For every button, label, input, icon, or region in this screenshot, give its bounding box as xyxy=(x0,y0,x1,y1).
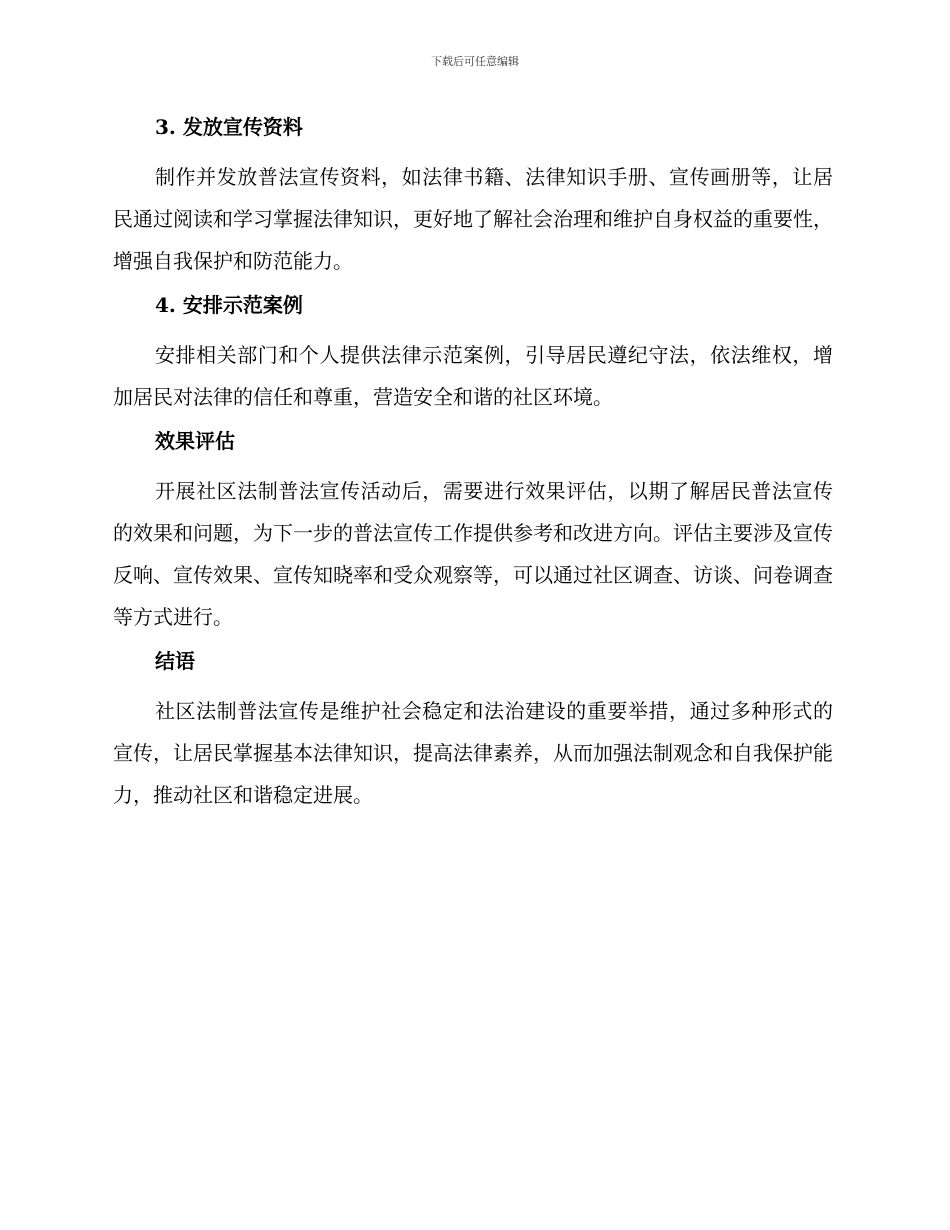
page-header-note: 下载后可任意编辑 xyxy=(431,55,519,68)
section-heading-evaluation: 效果评估 xyxy=(155,429,235,453)
section-paragraph-evaluation: 开展社区法制普法宣传活动后，需要进行效果评估，以期了解居民普法宣传的效果和问题，为下一步的普法宣传工作提供参考和改进方向。评估主要涉及宣传反响、宣传效果、宣传知晓率和受众观察等，可以通过社区调查、访谈、问卷调查等方式进行。 xyxy=(113,479,833,629)
section-paragraph-distribute-materials: 制作并发放普法宣传资料，如法律书籍、法律知识手册、宣传画册等，让居民通过阅读和学习掌握法律知识，更好地了解社会治理和维护自身权益的重要性，增强自我保护和防范能力。 xyxy=(113,165,833,273)
section-heading-distribute-materials: 3. 发放宣传资料 xyxy=(155,115,303,139)
document-body xyxy=(113,110,833,822)
section-paragraph-conclusion: 社区法制普法宣传是维护社会稳定和法治建设的重要举措，通过多种形式的宣传，让居民掌握基本法律知识，提高法律素养，从而加强法制观念和自我保护能力，推动社区和谐稳定进展。 xyxy=(113,699,833,807)
section-heading-conclusion: 结语 xyxy=(155,649,195,673)
section-heading-demo-cases: 4. 安排示范案例 xyxy=(155,293,303,317)
section-paragraph-demo-cases: 安排相关部门和个人提供法律示范案例，引导居民遵纪守法，依法维权，增加居民对法律的信任和尊重，营造安全和谐的社区环境。 xyxy=(113,343,833,409)
